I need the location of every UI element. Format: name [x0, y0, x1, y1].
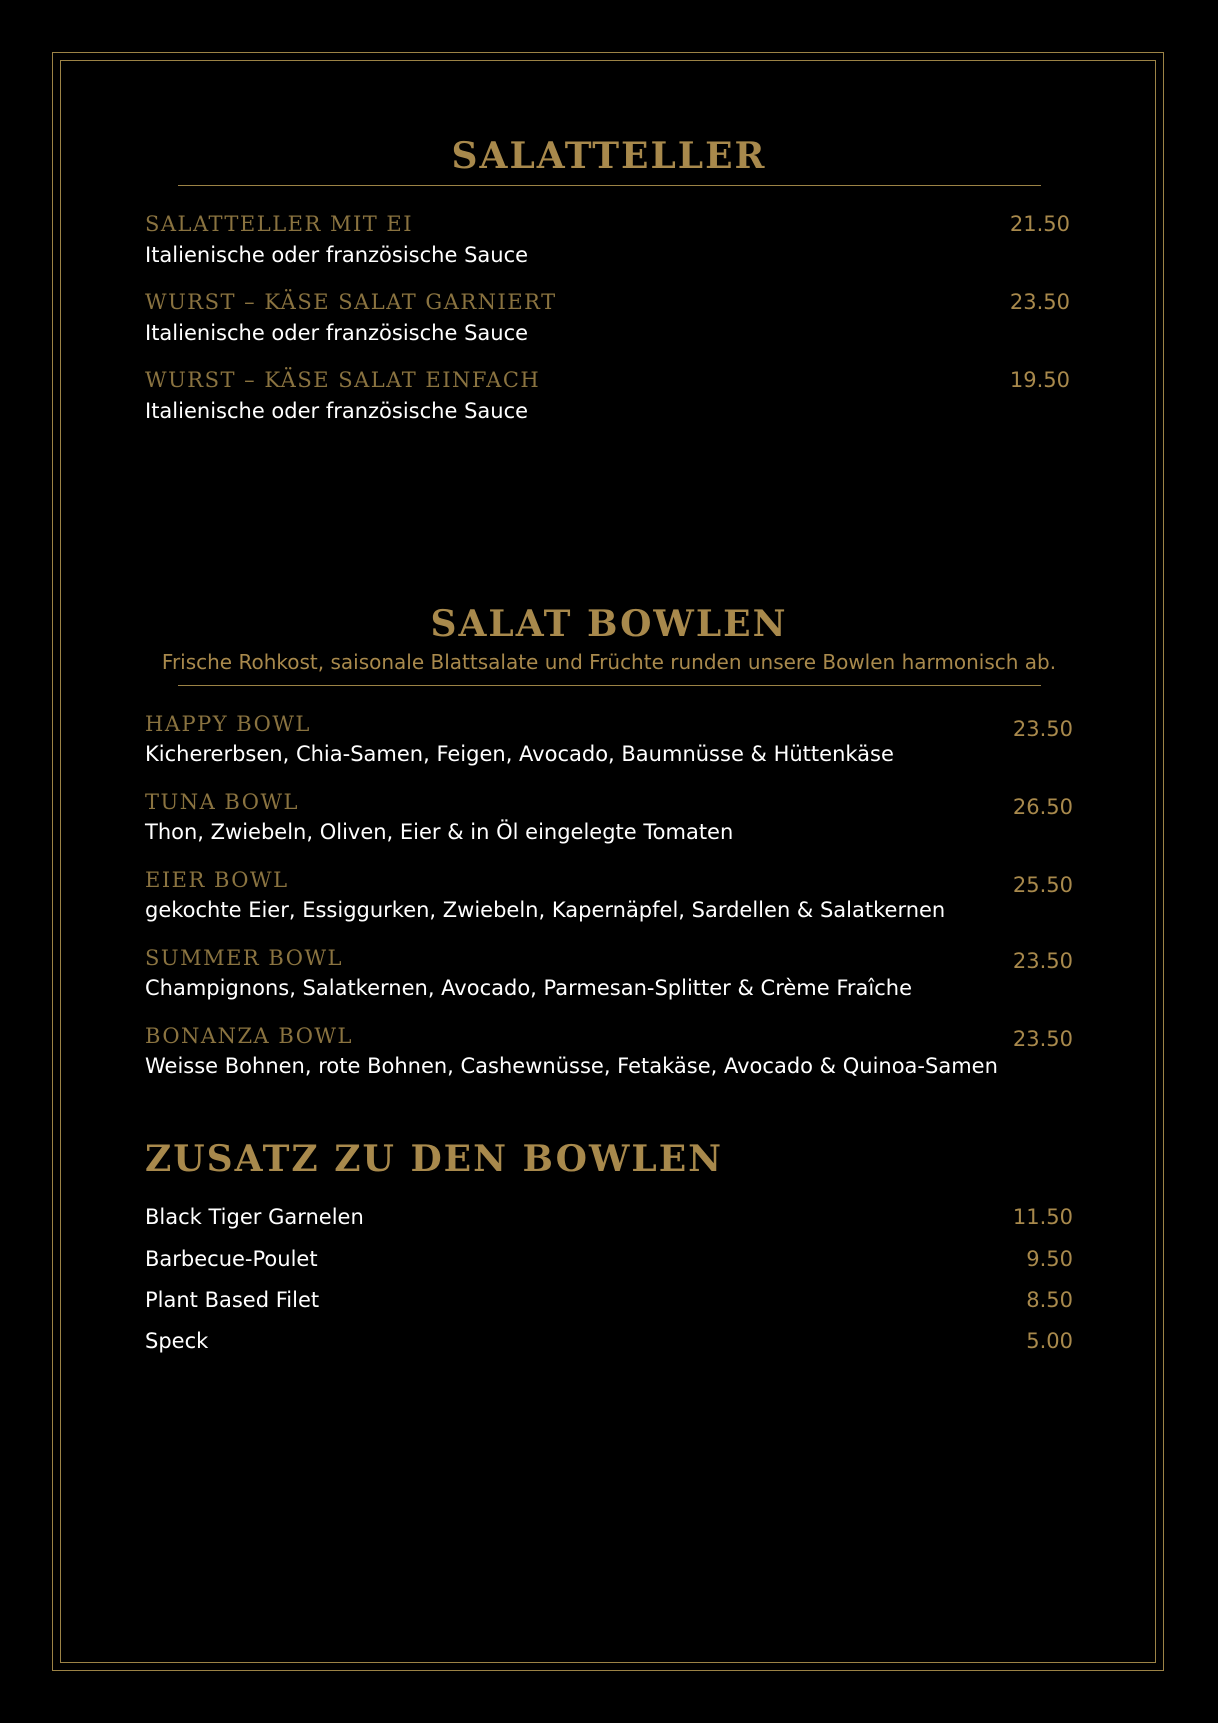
salatteller-item-name: SALATTELLER MIT EI	[145, 212, 414, 236]
salatteller-item-name: WURST – KÄSE SALAT EINFACH	[145, 368, 541, 392]
bowl-item-price: 23.50	[1012, 1027, 1073, 1051]
extra-item-price: 9.50	[1026, 1247, 1073, 1271]
salatteller-item-desc: Italienische oder französische Sauce	[145, 399, 529, 423]
bowlen-subtitle: Frische Rohkost, saisonale Blattsalate und Früchte runden unsere Bowlen harmonisch ab.	[161, 650, 1057, 674]
salatteller-item-price: 23.50	[1009, 290, 1070, 314]
salatteller-item-desc: Italienische oder französische Sauce	[145, 243, 529, 267]
bowl-item-name: BONANZA BOWL	[145, 1024, 353, 1048]
bowl-item-desc: Weisse Bohnen, rote Bohnen, Cashewnüsse, Fetakäse, Avocado & Quinoa-Samen	[145, 1054, 998, 1078]
extra-item-name: Plant Based Filet	[145, 1288, 320, 1312]
salatteller-item-desc: Italienische oder französische Sauce	[145, 321, 529, 345]
bowl-item-price: 23.50	[1012, 717, 1073, 741]
salatteller-item-name: WURST – KÄSE SALAT GARNIERT	[145, 290, 557, 314]
bowl-item-name: EIER BOWL	[145, 868, 289, 892]
extra-item-name: Black Tiger Garnelen	[145, 1205, 364, 1229]
extra-item-name: Barbecue-Poulet	[145, 1247, 318, 1271]
bowl-item-desc: gekochte Eier, Essiggurken, Zwiebeln, Kapernäpfel, Sardellen & Salatkernen	[145, 898, 946, 922]
salatteller-item-price: 19.50	[1009, 368, 1070, 392]
bowl-item-desc: Kichererbsen, Chia-Samen, Feigen, Avocado, Baumnüsse & Hüttenkäse	[145, 742, 894, 766]
extra-item-price: 8.50	[1026, 1288, 1073, 1312]
bowl-item-price: 23.50	[1012, 949, 1073, 973]
extra-item-price: 5.00	[1026, 1329, 1073, 1353]
salatteller-title: SALATTELLER	[451, 135, 767, 177]
bowlen-title: SALAT BOWLEN	[430, 603, 788, 645]
salatteller-item-price: 21.50	[1009, 212, 1070, 236]
zusatz-title: ZUSATZ ZU DEN BOWLEN	[145, 1138, 724, 1180]
extra-item-price: 11.50	[1012, 1205, 1073, 1229]
extra-item-name: Speck	[145, 1329, 209, 1353]
bowlen-divider	[178, 685, 1041, 686]
bowl-item-name: HAPPY BOWL	[145, 712, 311, 736]
bowl-item-price: 26.50	[1012, 795, 1073, 819]
bowl-item-desc: Champignons, Salatkernen, Avocado, Parmesan-Splitter & Crème Fraîche	[145, 976, 913, 1000]
salatteller-divider	[178, 185, 1041, 186]
bowl-item-desc: Thon, Zwiebeln, Oliven, Eier & in Öl eingelegte Tomaten	[145, 820, 734, 844]
bowl-item-name: TUNA BOWL	[145, 790, 299, 814]
bowl-item-name: SUMMER BOWL	[145, 946, 343, 970]
bowl-item-price: 25.50	[1012, 873, 1073, 897]
